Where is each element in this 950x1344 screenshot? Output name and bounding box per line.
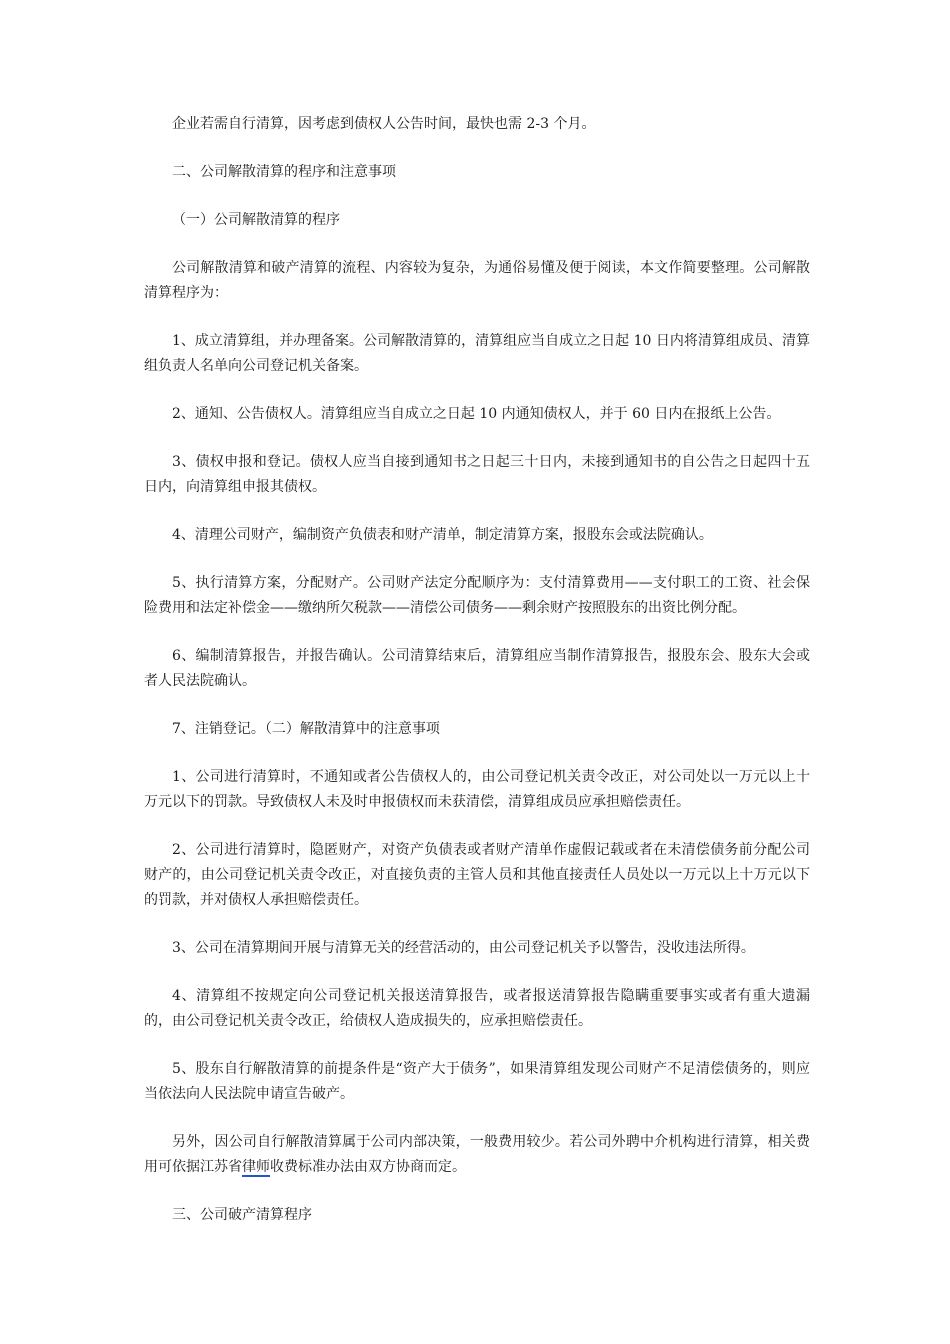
- paragraph-step-6: 6、编制清算报告，并报告确认。公司清算结束后，清算组应当制作清算报告，报股东会、股东大会或者人民法院确认。: [144, 648, 810, 689]
- subsection-heading-procedure: （一）公司解散清算的程序: [172, 212, 340, 228]
- paragraph-note-1: 1、公司进行清算时，不通知或者公告债权人的，由公司登记机关责令改正，对公司处以一万元以上十万元以下的罚款。导致债权人未及时申报债权而未获清偿，清算组成员应承担赔偿责任。: [144, 769, 810, 810]
- paragraph-step-2: 2、通知、公告债权人。清算组应当自成立之日起 10 内通知债权人，并于 60 日内在报纸上公告。: [172, 406, 781, 422]
- paragraph-fees: [144, 1130, 810, 1180]
- document-page: [144, 112, 810, 1251]
- paragraph-note-3: 3、公司在清算期间开展与清算无关的经营活动的，由公司登记机关予以警告，没收违法所得。: [172, 940, 755, 956]
- section-heading-dissolution: 二、公司解散清算的程序和注意事项: [172, 164, 396, 180]
- paragraph-note-4: 4、清算组不按规定向公司登记机关报送清算报告，或者报送清算报告隐瞒重要事实或者有重大遗漏的，由公司登记机关责令改正，给债权人造成损失的，应承担赔偿责任。: [144, 988, 810, 1029]
- paragraph-step-7-and-notes-heading: 7、注销登记。（二）解散清算中的注意事项: [172, 721, 440, 737]
- paragraph-step-4: 4、清理公司财产，编制资产负债表和财产清单，制定清算方案，报股东会或法院确认。: [172, 527, 713, 543]
- fees-text-after-link: 收费标准办法由双方协商而定。: [270, 1159, 466, 1175]
- paragraph-step-1: 1、成立清算组，并办理备案。公司解散清算的，清算组应当自成立之日起 10 日内将清算组成员、清算组负责人名单向公司登记机关备案。: [144, 333, 810, 374]
- paragraph-note-5: 5、股东自行解散清算的前提条件是“资产大于债务”，如果清算组发现公司财产不足清偿债务的，则应当依法向人民法院申请宣告破产。: [144, 1061, 810, 1102]
- section-heading-bankruptcy: 三、公司破产清算程序: [172, 1207, 312, 1223]
- paragraph-procedure-intro: 公司解散清算和破产清算的流程、内容较为复杂，为通俗易懂及便于阅读，本文作简要整理。公司解散清算程序为：: [144, 260, 810, 301]
- paragraph-self-liquidation-time: 企业若需自行清算，因考虑到债权人公告时间，最快也需 2-3 个月。: [172, 116, 596, 132]
- paragraph-step-5: 5、执行清算方案，分配财产。公司财产法定分配顺序为：支付清算费用——支付职工的工资、社会保险费用和法定补偿金——缴纳所欠税款——清偿公司债务——剩余财产按照股东的出资比例分配。: [144, 575, 810, 616]
- paragraph-note-2: 2、公司进行清算时，隐匿财产，对资产负债表或者财产清单作虚假记载或者在未清偿债务前分配公司财产的，由公司登记机关责令改正，对直接负责的主管人员和其他直接责任人员处以一万元以上十万元以下的罚款，并对债权人承担赔偿责任。: [144, 842, 810, 908]
- lawyer-link[interactable]: 律师: [242, 1159, 270, 1175]
- paragraph-step-3: 3、债权申报和登记。债权人应当自接到通知书之日起三十日内，未接到通知书的自公告之日起四十五日内，向清算组申报其债权。: [144, 454, 810, 495]
- fees-text-before-link: 另外，因公司自行解散清算属于公司内部决策，一般费用较少。若公司外聘中介机构进行清算，相关费用可依据江苏省: [144, 1134, 810, 1175]
